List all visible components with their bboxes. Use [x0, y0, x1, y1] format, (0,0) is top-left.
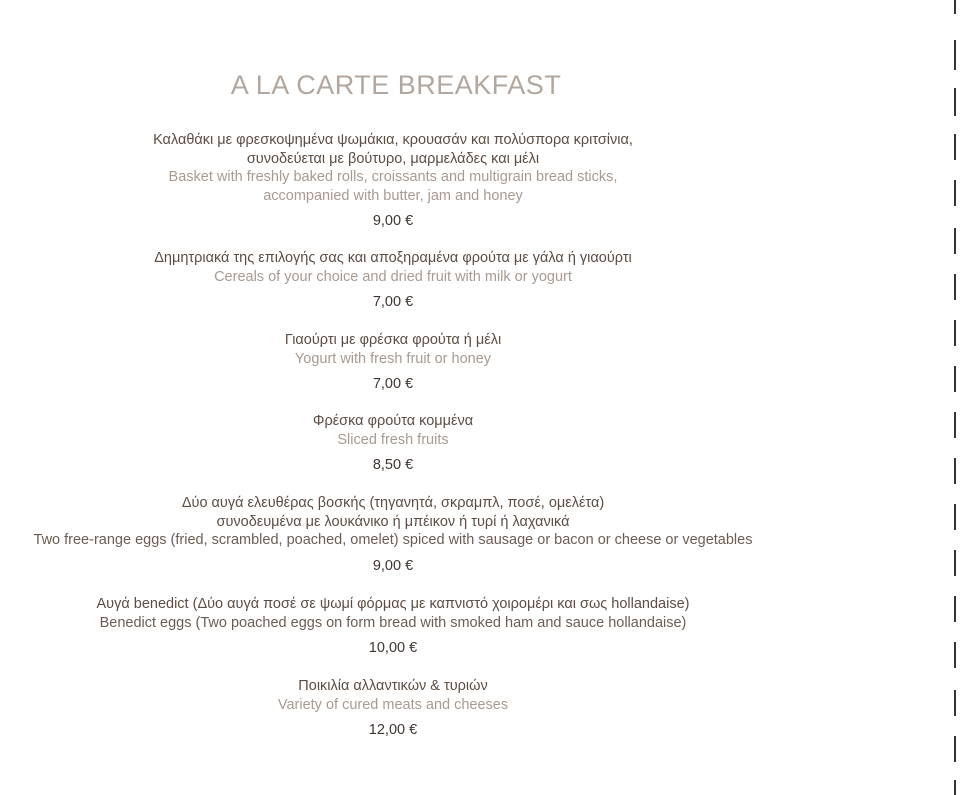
edge-mark — [954, 736, 956, 762]
edge-mark — [954, 88, 956, 116]
item-price: 7,00 € — [372, 376, 414, 392]
item-price: 10,00 € — [368, 640, 418, 656]
edge-mark — [954, 366, 956, 392]
item-english-line: Cereals of your choice and dried fruit with milk or yogurt — [214, 268, 572, 285]
item-greek-line: Γιαούρτι με φρέσκα φρούτα ή μέλι — [284, 332, 502, 348]
item-price: 7,00 € — [372, 294, 414, 310]
item-english-line: Two free-range eggs (fried, scrambled, poached, omelet) spiced with sausage or bacon or cheese or vegetables — [33, 532, 753, 548]
edge-mark — [954, 228, 956, 254]
menu-item-eggs-benedict — [0, 595, 786, 658]
item-price: 9,00 € — [372, 213, 414, 229]
item-greek-line: συνοδευμένα με λουκάνικο ή μπέικον ή τυρί ή λαχανικά — [216, 513, 570, 530]
edge-mark — [954, 458, 956, 484]
item-english-line: Benedict eggs (Two poached eggs on form bread with smoked ham and sauce hollandaise) — [99, 614, 687, 631]
item-greek-line: Αυγά benedict (Δύο αυγά ποσέ σε ψωμί φόρμας με καπνιστό χοιρομέρι και σως hollandaise) — [96, 596, 690, 612]
edge-mark — [954, 504, 956, 530]
item-greek-line: Φρέσκα φρούτα κομμένα — [312, 413, 474, 429]
item-english-line: Yogurt with fresh fruit or honey — [294, 350, 492, 367]
menu-item-cured-meats — [0, 677, 786, 740]
item-price: 9,00 € — [372, 557, 414, 574]
menu-item-fresh-fruits — [0, 412, 786, 475]
menu-item-bread-basket — [0, 131, 786, 231]
edge-mark — [954, 0, 956, 14]
item-price: 12,00 € — [368, 722, 418, 738]
menu-item-cereals — [0, 249, 786, 312]
menu-item-yogurt — [0, 331, 786, 394]
edge-mark — [954, 412, 956, 438]
item-english-line: accompanied with butter, jam and honey — [263, 187, 523, 204]
menu-item-eggs — [0, 494, 786, 575]
edge-mark — [954, 134, 956, 160]
edge-mark — [954, 40, 956, 70]
edge-mark — [954, 180, 956, 206]
edge-mark — [954, 690, 956, 716]
item-english-line: Basket with freshly baked rolls, croissants and multigrain bread sticks, — [168, 169, 618, 185]
item-english-line: Sliced fresh fruits — [337, 431, 449, 448]
item-greek-line: συνοδεύεται με βούτυρο, μαρμελάδες και μέλι — [246, 150, 540, 167]
edge-mark — [954, 320, 956, 346]
item-english-line: Variety of cured meats and cheeses — [277, 696, 509, 713]
edge-mark — [954, 642, 956, 668]
item-greek-line: Καλαθάκι με φρεσκοψημένα ψωμάκια, κρουασάν και πολύσπορα κριτσίνια, — [153, 132, 633, 148]
edge-mark — [954, 780, 956, 795]
menu-title: A LA CARTE BREAKFAST — [230, 70, 562, 100]
edge-mark — [954, 274, 956, 300]
edge-mark — [954, 596, 956, 622]
item-price: 8,50 € — [372, 457, 414, 473]
edge-mark — [954, 550, 956, 576]
item-greek-line: Δύο αυγά ελευθέρας βοσκής (τηγανητά, σκραμπλ, ποσέ, ομελέτα) — [181, 495, 605, 511]
item-greek-line: Ποικιλία αλλαντικών & τυριών — [298, 678, 488, 694]
item-greek-line: Δημητριακά της επιλογής σας και αποξηραμένα φρούτα με γάλα ή γιαούρτι — [154, 250, 632, 266]
